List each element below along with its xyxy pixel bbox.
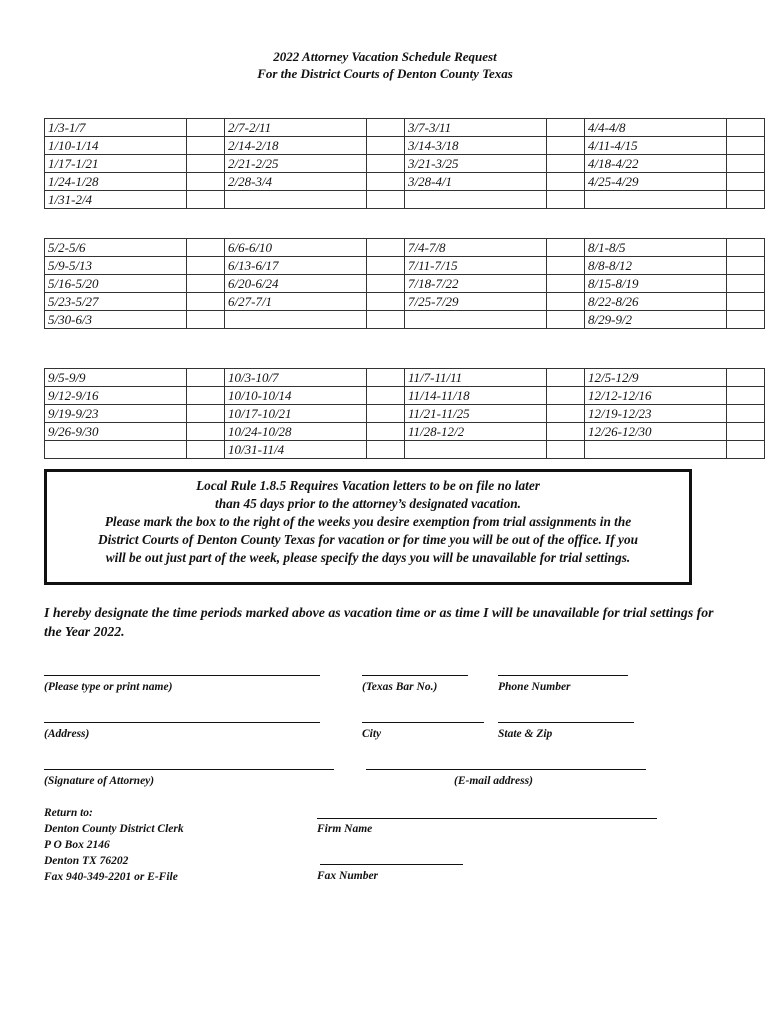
schedule-row: [45, 119, 765, 137]
week-range-cell: 9/26-9/30: [45, 423, 187, 441]
week-range-cell: 11/14-11/18: [405, 387, 547, 405]
schedule-row: [45, 137, 765, 155]
week-range-cell: [45, 441, 187, 459]
week-checkbox[interactable]: [727, 441, 765, 459]
week-range-cell: 5/30-6/3: [45, 311, 187, 329]
phone-field[interactable]: [498, 675, 628, 676]
week-checkbox[interactable]: [187, 441, 225, 459]
week-checkbox[interactable]: [187, 155, 225, 173]
name-label: (Please type or print name): [44, 681, 173, 693]
week-range-cell: 3/7-3/11: [405, 119, 547, 137]
week-checkbox[interactable]: [367, 257, 405, 275]
schedule-table-q2: [44, 238, 765, 329]
week-range-cell: 9/12-9/16: [45, 387, 187, 405]
week-checkbox[interactable]: [187, 119, 225, 137]
week-range-cell: 12/12-12/16: [585, 387, 727, 405]
name-field[interactable]: [44, 675, 320, 676]
week-range-cell: 9/5-9/9: [45, 369, 187, 387]
week-range-cell: 1/24-1/28: [45, 173, 187, 191]
week-range-cell: [225, 191, 367, 209]
return-line: Denton County District Clerk: [44, 823, 184, 835]
schedule-row: [45, 191, 765, 209]
return-line: P O Box 2146: [44, 839, 110, 851]
week-range-cell: 1/31-2/4: [45, 191, 187, 209]
schedule-row: [45, 311, 765, 329]
return-heading: Return to:: [44, 807, 93, 819]
week-range-cell: [405, 311, 547, 329]
week-range-cell: 2/14-2/18: [225, 137, 367, 155]
address-field[interactable]: [44, 722, 320, 723]
schedule-row: [45, 405, 765, 423]
week-range-cell: 2/7-2/11: [225, 119, 367, 137]
state-zip-field[interactable]: [498, 722, 634, 723]
week-checkbox[interactable]: [367, 441, 405, 459]
week-range-cell: 6/13-6/17: [225, 257, 367, 275]
week-checkbox[interactable]: [367, 405, 405, 423]
week-range-cell: [585, 441, 727, 459]
week-checkbox[interactable]: [727, 369, 765, 387]
week-range-cell: 3/28-4/1: [405, 173, 547, 191]
week-checkbox[interactable]: [547, 137, 585, 155]
week-range-cell: 11/28-12/2: [405, 423, 547, 441]
week-range-cell: 12/19-12/23: [585, 405, 727, 423]
week-checkbox[interactable]: [727, 293, 765, 311]
week-checkbox[interactable]: [547, 239, 585, 257]
week-range-cell: 10/10-10/14: [225, 387, 367, 405]
week-checkbox[interactable]: [727, 275, 765, 293]
week-checkbox[interactable]: [547, 369, 585, 387]
notice-line: District Courts of Denton County Texas for vacation or for time you will be out of the office. If you: [97, 532, 639, 547]
week-range-cell: 4/11-4/15: [585, 137, 727, 155]
week-range-cell: [585, 191, 727, 209]
schedule-row: [45, 387, 765, 405]
bar-number-field[interactable]: [362, 675, 468, 676]
fax-number-label: Fax Number: [317, 870, 379, 882]
week-checkbox[interactable]: [367, 293, 405, 311]
week-range-cell: 8/29-9/2: [585, 311, 727, 329]
week-checkbox[interactable]: [727, 155, 765, 173]
week-checkbox[interactable]: [187, 257, 225, 275]
return-line: Denton TX 76202: [44, 855, 129, 867]
notice-line: Please mark the box to the right of the weeks you desire exemption from trial assignments in the: [104, 514, 632, 529]
week-checkbox[interactable]: [727, 191, 765, 209]
week-range-cell: 10/3-10/7: [225, 369, 367, 387]
week-range-cell: 1/17-1/21: [45, 155, 187, 173]
notice-line: Local Rule 1.8.5 Requires Vacation letters to be on file no later: [196, 478, 540, 493]
week-checkbox[interactable]: [547, 173, 585, 191]
return-address: [44, 805, 184, 885]
week-range-cell: 5/23-5/27: [45, 293, 187, 311]
week-checkbox[interactable]: [367, 387, 405, 405]
notice-line: will be out just part of the week, please specify the days you will be unavailable for trial settings.: [105, 550, 631, 565]
week-range-cell: [405, 441, 547, 459]
week-range-cell: 3/21-3/25: [405, 155, 547, 173]
schedule-row: [45, 441, 765, 459]
email-label: (E-mail address): [454, 775, 533, 787]
firm-name-label: Firm Name: [317, 823, 373, 835]
week-checkbox[interactable]: [367, 311, 405, 329]
week-range-cell: 8/15-8/19: [585, 275, 727, 293]
schedule-row: [45, 257, 765, 275]
local-rule-notice: [44, 469, 692, 585]
week-checkbox[interactable]: [547, 275, 585, 293]
schedule-table-q3: [44, 368, 765, 459]
week-range-cell: 9/19-9/23: [45, 405, 187, 423]
week-checkbox[interactable]: [367, 423, 405, 441]
week-checkbox[interactable]: [547, 191, 585, 209]
week-checkbox[interactable]: [367, 191, 405, 209]
week-checkbox[interactable]: [727, 387, 765, 405]
week-checkbox[interactable]: [367, 119, 405, 137]
schedule-row: [45, 293, 765, 311]
address-label: (Address): [44, 728, 90, 740]
week-checkbox[interactable]: [727, 173, 765, 191]
week-range-cell: 11/7-11/11: [405, 369, 547, 387]
week-checkbox[interactable]: [547, 387, 585, 405]
week-range-cell: 8/8-8/12: [585, 257, 727, 275]
week-checkbox[interactable]: [547, 257, 585, 275]
return-line: Fax 940-349-2201 or E-File: [44, 871, 178, 883]
week-checkbox[interactable]: [727, 119, 765, 137]
week-range-cell: 8/1-8/5: [585, 239, 727, 257]
week-range-cell: 5/2-5/6: [45, 239, 187, 257]
week-range-cell: 3/14-3/18: [405, 137, 547, 155]
form-title: 2022 Attorney Vacation Schedule Request: [273, 49, 497, 64]
week-checkbox[interactable]: [367, 173, 405, 191]
week-checkbox[interactable]: [187, 275, 225, 293]
week-checkbox[interactable]: [547, 311, 585, 329]
week-range-cell: 1/10-1/14: [45, 137, 187, 155]
week-checkbox[interactable]: [187, 387, 225, 405]
city-field[interactable]: [362, 722, 484, 723]
week-range-cell: 7/18-7/22: [405, 275, 547, 293]
week-checkbox[interactable]: [367, 137, 405, 155]
firm-name-field[interactable]: [317, 818, 657, 819]
schedule-row: [45, 423, 765, 441]
week-range-cell: 7/11-7/15: [405, 257, 547, 275]
week-range-cell: 8/22-8/26: [585, 293, 727, 311]
week-checkbox[interactable]: [367, 239, 405, 257]
week-checkbox[interactable]: [547, 423, 585, 441]
bar-number-label: (Texas Bar No.): [362, 681, 438, 693]
week-checkbox[interactable]: [187, 311, 225, 329]
week-range-cell: 2/28-3/4: [225, 173, 367, 191]
week-checkbox[interactable]: [367, 155, 405, 173]
week-checkbox[interactable]: [547, 119, 585, 137]
week-range-cell: 2/21-2/25: [225, 155, 367, 173]
signature-field[interactable]: [44, 769, 334, 770]
schedule-row: [45, 155, 765, 173]
week-checkbox[interactable]: [547, 155, 585, 173]
week-checkbox[interactable]: [727, 257, 765, 275]
schedule-row: [45, 275, 765, 293]
week-checkbox[interactable]: [187, 191, 225, 209]
week-checkbox[interactable]: [187, 405, 225, 423]
week-range-cell: 1/3-1/7: [45, 119, 187, 137]
week-range-cell: 11/21-11/25: [405, 405, 547, 423]
week-checkbox[interactable]: [727, 311, 765, 329]
signature-label: (Signature of Attorney): [44, 775, 155, 787]
form-subtitle: For the District Courts of Denton County Texas: [257, 66, 513, 81]
schedule-row: [45, 239, 765, 257]
week-checkbox[interactable]: [547, 441, 585, 459]
fax-number-field[interactable]: [320, 864, 463, 865]
week-range-cell: 5/9-5/13: [45, 257, 187, 275]
notice-line: than 45 days prior to the attorney’s designated vacation.: [215, 496, 521, 511]
week-checkbox[interactable]: [727, 405, 765, 423]
week-checkbox[interactable]: [727, 137, 765, 155]
week-range-cell: [405, 191, 547, 209]
week-range-cell: 4/4-4/8: [585, 119, 727, 137]
week-checkbox[interactable]: [367, 275, 405, 293]
week-checkbox[interactable]: [187, 293, 225, 311]
week-checkbox[interactable]: [187, 239, 225, 257]
week-checkbox[interactable]: [727, 423, 765, 441]
week-range-cell: 12/5-12/9: [585, 369, 727, 387]
city-label: City: [362, 728, 382, 740]
email-field[interactable]: [366, 769, 646, 770]
week-range-cell: 10/31-11/4: [225, 441, 367, 459]
week-checkbox[interactable]: [547, 405, 585, 423]
schedule-row: [45, 173, 765, 191]
schedule-row: [45, 369, 765, 387]
week-checkbox[interactable]: [187, 423, 225, 441]
week-range-cell: 6/6-6/10: [225, 239, 367, 257]
state-zip-label: State & Zip: [498, 728, 553, 740]
week-range-cell: 4/25-4/29: [585, 173, 727, 191]
week-range-cell: 10/17-10/21: [225, 405, 367, 423]
attestation-statement: I hereby designate the time periods marked above as vacation time or as time I will be unavailable for trial settings for the Year 2022.: [44, 605, 714, 639]
week-range-cell: 12/26-12/30: [585, 423, 727, 441]
week-checkbox[interactable]: [547, 293, 585, 311]
week-checkbox[interactable]: [187, 173, 225, 191]
phone-label: Phone Number: [498, 681, 571, 693]
week-range-cell: 7/4-7/8: [405, 239, 547, 257]
week-range-cell: 10/24-10/28: [225, 423, 367, 441]
schedule-table-q1: [44, 118, 765, 209]
week-checkbox[interactable]: [727, 239, 765, 257]
week-range-cell: 6/27-7/1: [225, 293, 367, 311]
week-range-cell: 7/25-7/29: [405, 293, 547, 311]
week-range-cell: 6/20-6/24: [225, 275, 367, 293]
week-range-cell: 4/18-4/22: [585, 155, 727, 173]
week-range-cell: 5/16-5/20: [45, 275, 187, 293]
week-checkbox[interactable]: [187, 137, 225, 155]
week-checkbox[interactable]: [187, 369, 225, 387]
week-range-cell: [225, 311, 367, 329]
week-checkbox[interactable]: [367, 369, 405, 387]
